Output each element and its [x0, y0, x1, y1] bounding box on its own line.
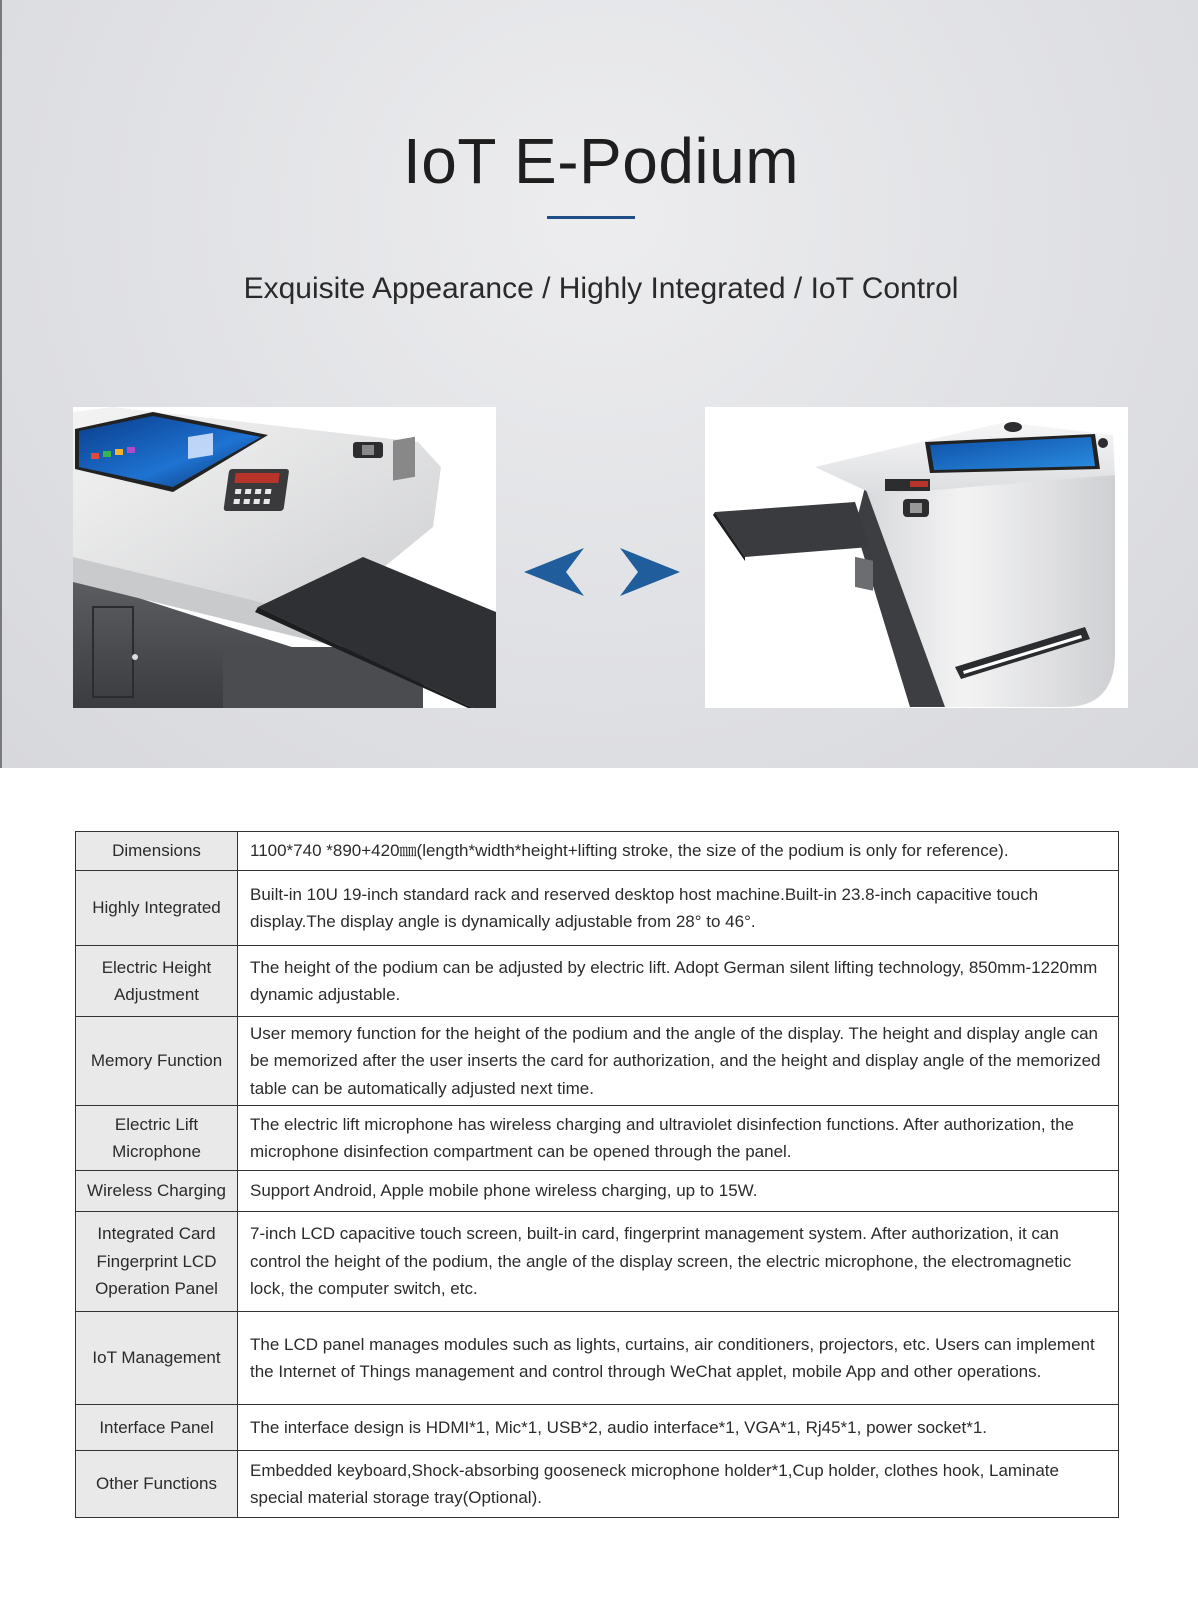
- spec-label: Dimensions: [76, 832, 238, 871]
- spec-label: Highly Integrated: [76, 871, 238, 946]
- spec-label: Wireless Charging: [76, 1171, 238, 1212]
- table-row: [76, 1171, 1119, 1212]
- spec-label: IoT Management: [76, 1312, 238, 1405]
- table-row: [76, 1017, 1119, 1106]
- table-row: [76, 1451, 1119, 1518]
- table-row: [76, 1312, 1119, 1405]
- table-row: [76, 1405, 1119, 1451]
- page-subtitle: Exquisite Appearance / Highly Integrated / IoT Control: [243, 272, 959, 305]
- spec-label: Memory Function: [76, 1017, 238, 1106]
- table-row: [76, 871, 1119, 946]
- spec-desc: Built-in 10U 19-inch standard rack and reserved desktop host machine.Built-in 23.8-inch capacitive touch display.The display angle is dynamically adjustable from 28° to 46°.: [238, 871, 1119, 946]
- spec-label: Interface Panel: [76, 1405, 238, 1451]
- spec-desc: User memory function for the height of the podium and the angle of the display. The height and display angle can be memorized after the user inserts the card for authorization, and the height and display angle of the memorized table can be automatically adjusted next time.: [238, 1017, 1119, 1106]
- arrow-left-icon: [524, 548, 586, 596]
- title-underline: [547, 216, 635, 219]
- page-title: IoT E-Podium: [402, 125, 800, 197]
- spec-table: [75, 831, 1119, 1518]
- podium-photo-right: [705, 407, 1128, 708]
- table-row: [76, 832, 1119, 871]
- podium-photo-left: [73, 407, 496, 708]
- spec-desc: 7-inch LCD capacitive touch screen, built-in card, fingerprint management system. After authorization, it can control the height of the podium, the angle of the display screen, the electric microphone, the electromagnetic lock, the computer switch, etc.: [238, 1212, 1119, 1312]
- spec-desc: Embedded keyboard,Shock-absorbing gooseneck microphone holder*1,Cup holder, clothes hook, Laminate special material storage tray(Optional).: [238, 1451, 1119, 1518]
- hero-banner: [0, 0, 1198, 768]
- spec-desc: The LCD panel manages modules such as lights, curtains, air conditioners, projectors, etc. Users can implement the Internet of Things management and control through WeChat applet, mobile App and other operations.: [238, 1312, 1119, 1405]
- table-row: [76, 1212, 1119, 1312]
- spec-desc: Support Android, Apple mobile phone wireless charging, up to 15W.: [238, 1171, 1119, 1212]
- arrow-right-icon: [618, 548, 680, 596]
- spec-label: Electric Height Adjustment: [76, 946, 238, 1017]
- spec-desc: The electric lift microphone has wireless charging and ultraviolet disinfection functions. After authorization, the microphone disinfection compartment can be opened through the panel.: [238, 1106, 1119, 1171]
- table-row: [76, 946, 1119, 1017]
- spec-label: Electric Lift Microphone: [76, 1106, 238, 1171]
- spec-label: Other Functions: [76, 1451, 238, 1518]
- spec-desc: 1100*740 *890+420㎜(length*width*height+lifting stroke, the size of the podium is only for reference).: [238, 832, 1119, 871]
- spec-desc: The height of the podium can be adjusted by electric lift. Adopt German silent lifting technology, 850mm-1220mm dynamic adjustable.: [238, 946, 1119, 1017]
- spec-desc: The interface design is HDMI*1, Mic*1, USB*2, audio interface*1, VGA*1, Rj45*1, power socket*1.: [238, 1405, 1119, 1451]
- table-row: [76, 1106, 1119, 1171]
- spec-label: Integrated Card Fingerprint LCD Operation Panel: [76, 1212, 238, 1312]
